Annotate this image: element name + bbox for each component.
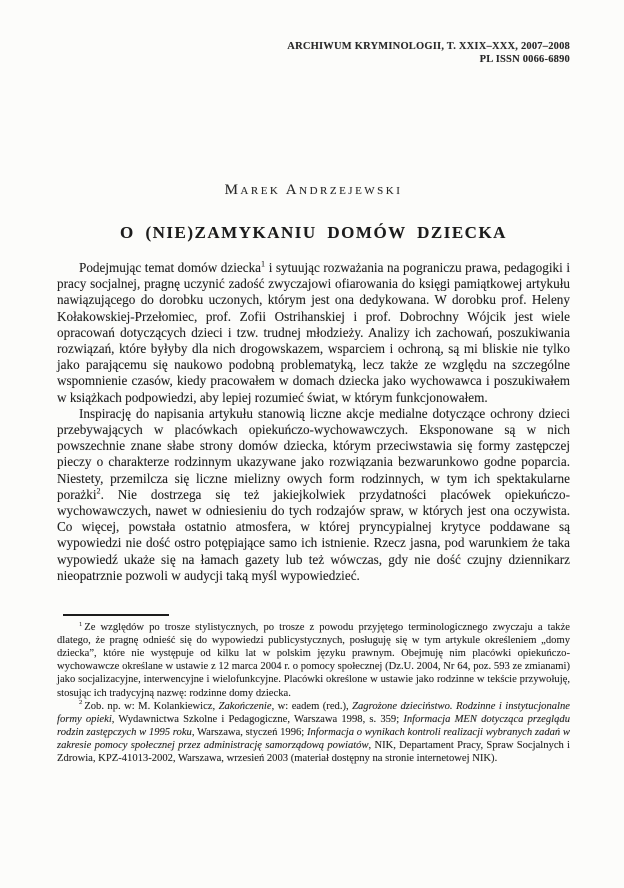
text-run: , w: eadem (red.), — [271, 700, 353, 712]
text-run: , NIK, Departament Pracy, Spraw Socjalnych i Zdrowia, KPZ-41013-2002, Warszawa, wrzesień 2003 (materiał dostępny na stronie internetowej NIK). — [57, 739, 570, 764]
text-run: , Wydawnictwa Szkolne i Pedagogiczne, Warszawa 1998, s. 359; — [111, 713, 404, 725]
footnote-ref: 2 — [96, 486, 101, 496]
footnotes-block — [57, 621, 570, 765]
text-run: Inspirację do napisania artykułu stanowią liczne akcje medialne dotyczące ochrony dzieci przebywających w placówkach opiekuńczo-wychowawczych. Eksponowane są w nich powszechnie znane słabe strony domów dziecka, którym przeciwstawia się formy zastępczej pieczy o charakterze rodzinnym ukazywane jako rozwiązania bezwarunkowo godne poparcia. Niestety, przemilcza się liczne mielizny owych form rodzinnych, w tym ich spektakularne porażki — [57, 405, 570, 502]
text-run: Ze względów po trosze stylistycznych, po trosze z powodu przyjętego terminologicznego zwyczaju a także dlatego, że pragnę odnieść się do wypowiedzi publicystycznych, posługuję się w tym artykule określeniem „domy dziecka”, które nie występuje od kilku lat w polskim języku prawnym. Obejmuję nim placówki opiekuńczo-wychowawcze określane w ustawie z 12 marca 2004 r. o pomocy społecznej (Dz.U. 2004, Nr 64, poz. 593 ze zmianami) jako socjalizacyjne, interwencyjne i wielofunkcyjne. Placówki określone w ustawie jako rodzinne w tekście przywołuję, stosując ich tradycyjną nazwę: rodzinne domy dziecka. — [57, 622, 570, 699]
author-name: Marek Andrzejewski — [224, 182, 403, 198]
italic-citation: Zakończenie — [218, 700, 272, 712]
italic-citation: Informacja o wynikach kontroli realizacji wybranych zadań w zakresie pomocy społecznej przez administrację samorządową powiatów — [57, 726, 570, 751]
text-run: . Nie dostrzega się też jakiejkolwiek przydatności placówek opiekuńczo-wychowawczych, nawet w odniesieniu do tych rodzajów spraw, w których jest ona oczywista. Co więcej, powstała ostatnio atmosfera, w której pryncypialnej krytyce poddawane są wypowiedzi nie dość ostro potępiające samo ich istnienie. Rzecz jasna, pod warunkiem że taka wypowiedź ukaże się na łamach gazety lub też wówczas, gdy nie dość czujny dziennikarz nieopatrznie pozwoli w audycji taką myśl wypowiedzieć. — [57, 486, 570, 583]
footnote-marker: 1 — [79, 620, 83, 628]
text-run: i sytuując rozważania na pograniczu prawa, pedagogiki i pracy socjalnej, pragnę uczynić zadość zwyczajowi ofiarowania do księgi pamiątkowej artykułu nawiązującego do dorobku uczonych, którym jest ona dedykowana. W dorobku prof. Heleny Kołakowskiej-Przełomiec, prof. Zofii Ostrihanskiej i prof. Dobrochny Wójcik jest wiele opracowań dotyczących dzieci i tzw. trudnej młodzieży. Analizy ich zachowań, poszukiwania rozwiązań, które byłyby dla nich drogowskazem, wsparciem i ochroną, są mi bliskie nie tylko jako parającemu się naukowo podobną problematyką, lecz także ze względu na szczególne wspomnienie czasów, kiedy pracowałem w domach dziecka jako wychowawca i poszukiwałem w książkach podpowiedzi, aby lepiej rozumieć świat, w którym funkcjonowałem. — [57, 260, 570, 405]
italic-citation: Informacja MEN dotycząca przeglądu rodzin zastępczych w 1995 roku — [57, 713, 570, 738]
italic-citation: Zagrożone dzieciństwo. Rodzinne i instytucjonalne formy opieki — [57, 700, 570, 725]
article-body — [57, 260, 570, 584]
body-paragraph — [57, 260, 570, 406]
text-run: Podejmując temat domów dziecka — [79, 260, 262, 275]
text-run: , Warszawa, styczeń 1996; — [191, 726, 307, 738]
footnote-text — [57, 622, 570, 698]
issn-line: PL ISSN 0066-6890 — [479, 54, 570, 65]
footnote-marker: 2 — [79, 699, 83, 707]
footnote — [57, 700, 570, 765]
footnote — [57, 621, 570, 700]
footnote-separator — [63, 614, 169, 616]
body-paragraph — [57, 406, 570, 584]
journal-title-line: ARCHIWUM KRYMINOLOGII, T. XXIX–XXX, 2007–2008 — [287, 41, 570, 52]
footnote-text — [57, 701, 570, 764]
text-run: Zob. np. w: M. Kolankiewicz, — [84, 700, 219, 712]
article-title: O (NIE)ZAMYKANIU DOMÓW DZIECKA — [120, 223, 507, 242]
journal-header — [57, 40, 570, 66]
footnote-ref: 1 — [261, 259, 266, 269]
